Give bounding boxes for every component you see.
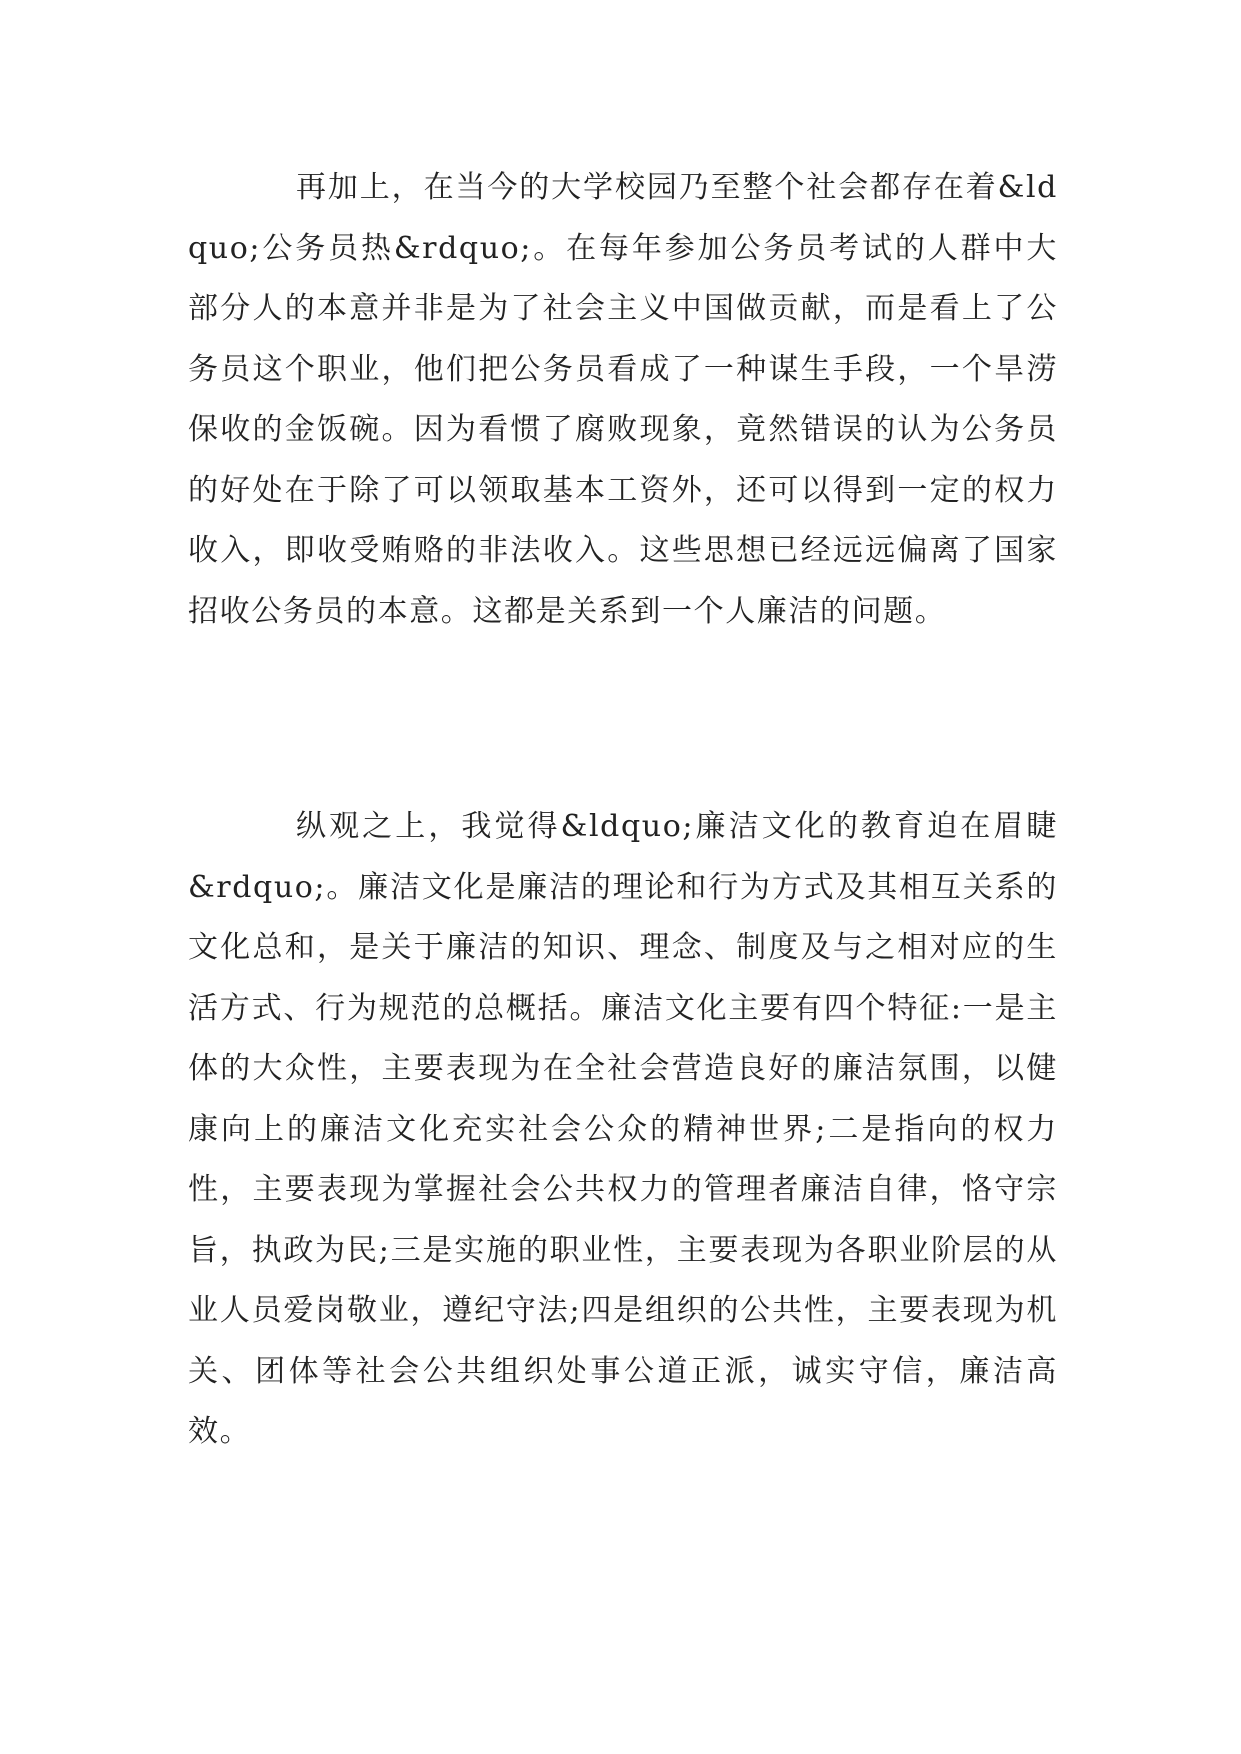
paragraph-civil-servant-fever: 再加上，在当今的大学校园乃至整个社会都存在着&ldquo;公务员热&rdquo;。在每年参加公务员考试的人群中大部分人的本意并非是为了社会主义中国做贡献，而是看上了公务员这个职业，他们把公务员看成了一种谋生手段，一个旱涝保收的金饭碗。因为看惯了腐败现象，竟然错误的认为公务员的好处在于除了可以领取基本工资外，还可以得到一定的权力收入，即收受贿赂的非法收入。这些思想已经远远偏离了国家招收公务员的本意。这都是关系到一个人廉洁的问题。 <box>188 170 1058 629</box>
paragraph-integrity-culture: 纵观之上，我觉得&ldquo;廉洁文化的教育迫在眉睫&rdquo;。廉洁文化是廉洁的理论和行为方式及其相互关系的文化总和，是关于廉洁的知识、理念、制度及与之相对应的生活方式、行为规范的总概括。廉洁文化主要有四个特征:一是主体的大众性，主要表现为在全社会营造良好的廉洁氛围，以健康向上的廉洁文化充实社会公众的精神世界;二是指向的权力性，主要表现为掌握社会公共权力的管理者廉洁自律，恪守宗旨，执政为民;三是实施的职业性，主要表现为各职业阶层的从业人员爱岗敬业，遵纪守法;四是组织的公共性，主要表现为机关、团体等社会公共组织处事公道正派，诚实守信，廉洁高效。 <box>188 809 1058 1449</box>
